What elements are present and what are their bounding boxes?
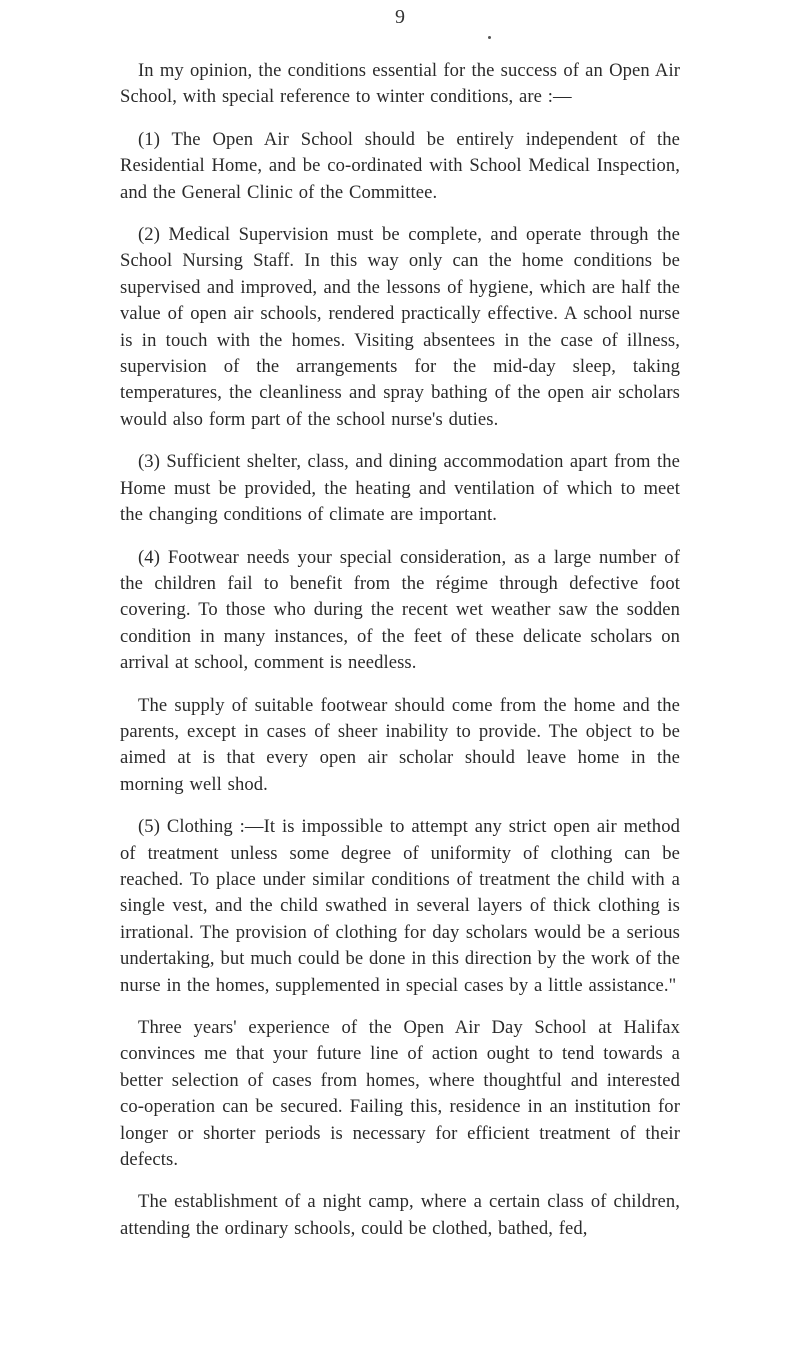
paragraph-halifax-experience: Three years' experience of the Open Air Day School at Halifax convinces me that your future line of action ought to tend towards a better selection of cases from homes, where thoughtful and interested co-operation can be secured. Failing this, residence in an institution for longer or shorter periods is necessary for efficient treatment of their defects. [120,1017,680,1171]
paragraph-condition-5: (5) Clothing :—It is impossible to attempt any strict open air method of treatment unless some degree of uniformity of clothing can be reached. To place under similar conditions of treatment the child with a single vest, and the child swathed in several layers of thick clothing is irrational. The provision of clothing for day scholars would be a serious undertaking, but much could be done in this direction by the work of the nurse in the homes, supplemented in special cases by a little assistance." [120,816,680,996]
paragraph-condition-3: (3) Sufficient shelter, class, and dining accommodation apart from the Home must be provided, the heating and ventilation of which to meet the changing conditions of climate are important. [120,451,680,526]
page-number: 9 [395,6,405,28]
paragraph-condition-4: (4) Footwear needs your special consideration, as a large number of the children fail to benefit from the régime through defective foot covering. To those who during the recent wet weather saw the sodden condition in many instances, of the feet of these delicate scholars on arrival at school, comment is needless. [120,546,680,674]
paragraph-night-camp: The establishment of a night camp, where a certain class of children, attending the ordinary schools, could be clothed, bathed, fed, [120,1191,680,1239]
paragraph-condition-1: (1) The Open Air School should be entirely independent of the Residential Home, and be co-ordinated with School Medical Inspection, and the General Clinic of the Committee. [120,128,680,203]
paragraph-condition-2: (2) Medical Supervision must be complete, and operate through the School Nursing Staff. In this way only can the home conditions be supervised and improved, and the lessons of hygiene, which are half the value of open air schools, rendered practically effective. A school nurse is in touch with the homes. Visiting absentees in the case of illness, supervision of the arrangements for the mid-day sleep, taking temperatures, the cleanliness and spray bathing of the open air scholars would also form part of the school nurse's duties. [120,224,680,430]
body-text [120,58,680,1242]
ink-speck [488,36,491,39]
paragraph-footwear-supply: The supply of suitable footwear should come from the home and the parents, except in cases of sheer inability to provide. The object to be aimed at is that every open air scholar should leave home in the morning well shod. [120,694,680,795]
paragraph-intro: In my opinion, the conditions essential for the success of an Open Air School, with special reference to winter conditions, are :— [120,60,680,108]
